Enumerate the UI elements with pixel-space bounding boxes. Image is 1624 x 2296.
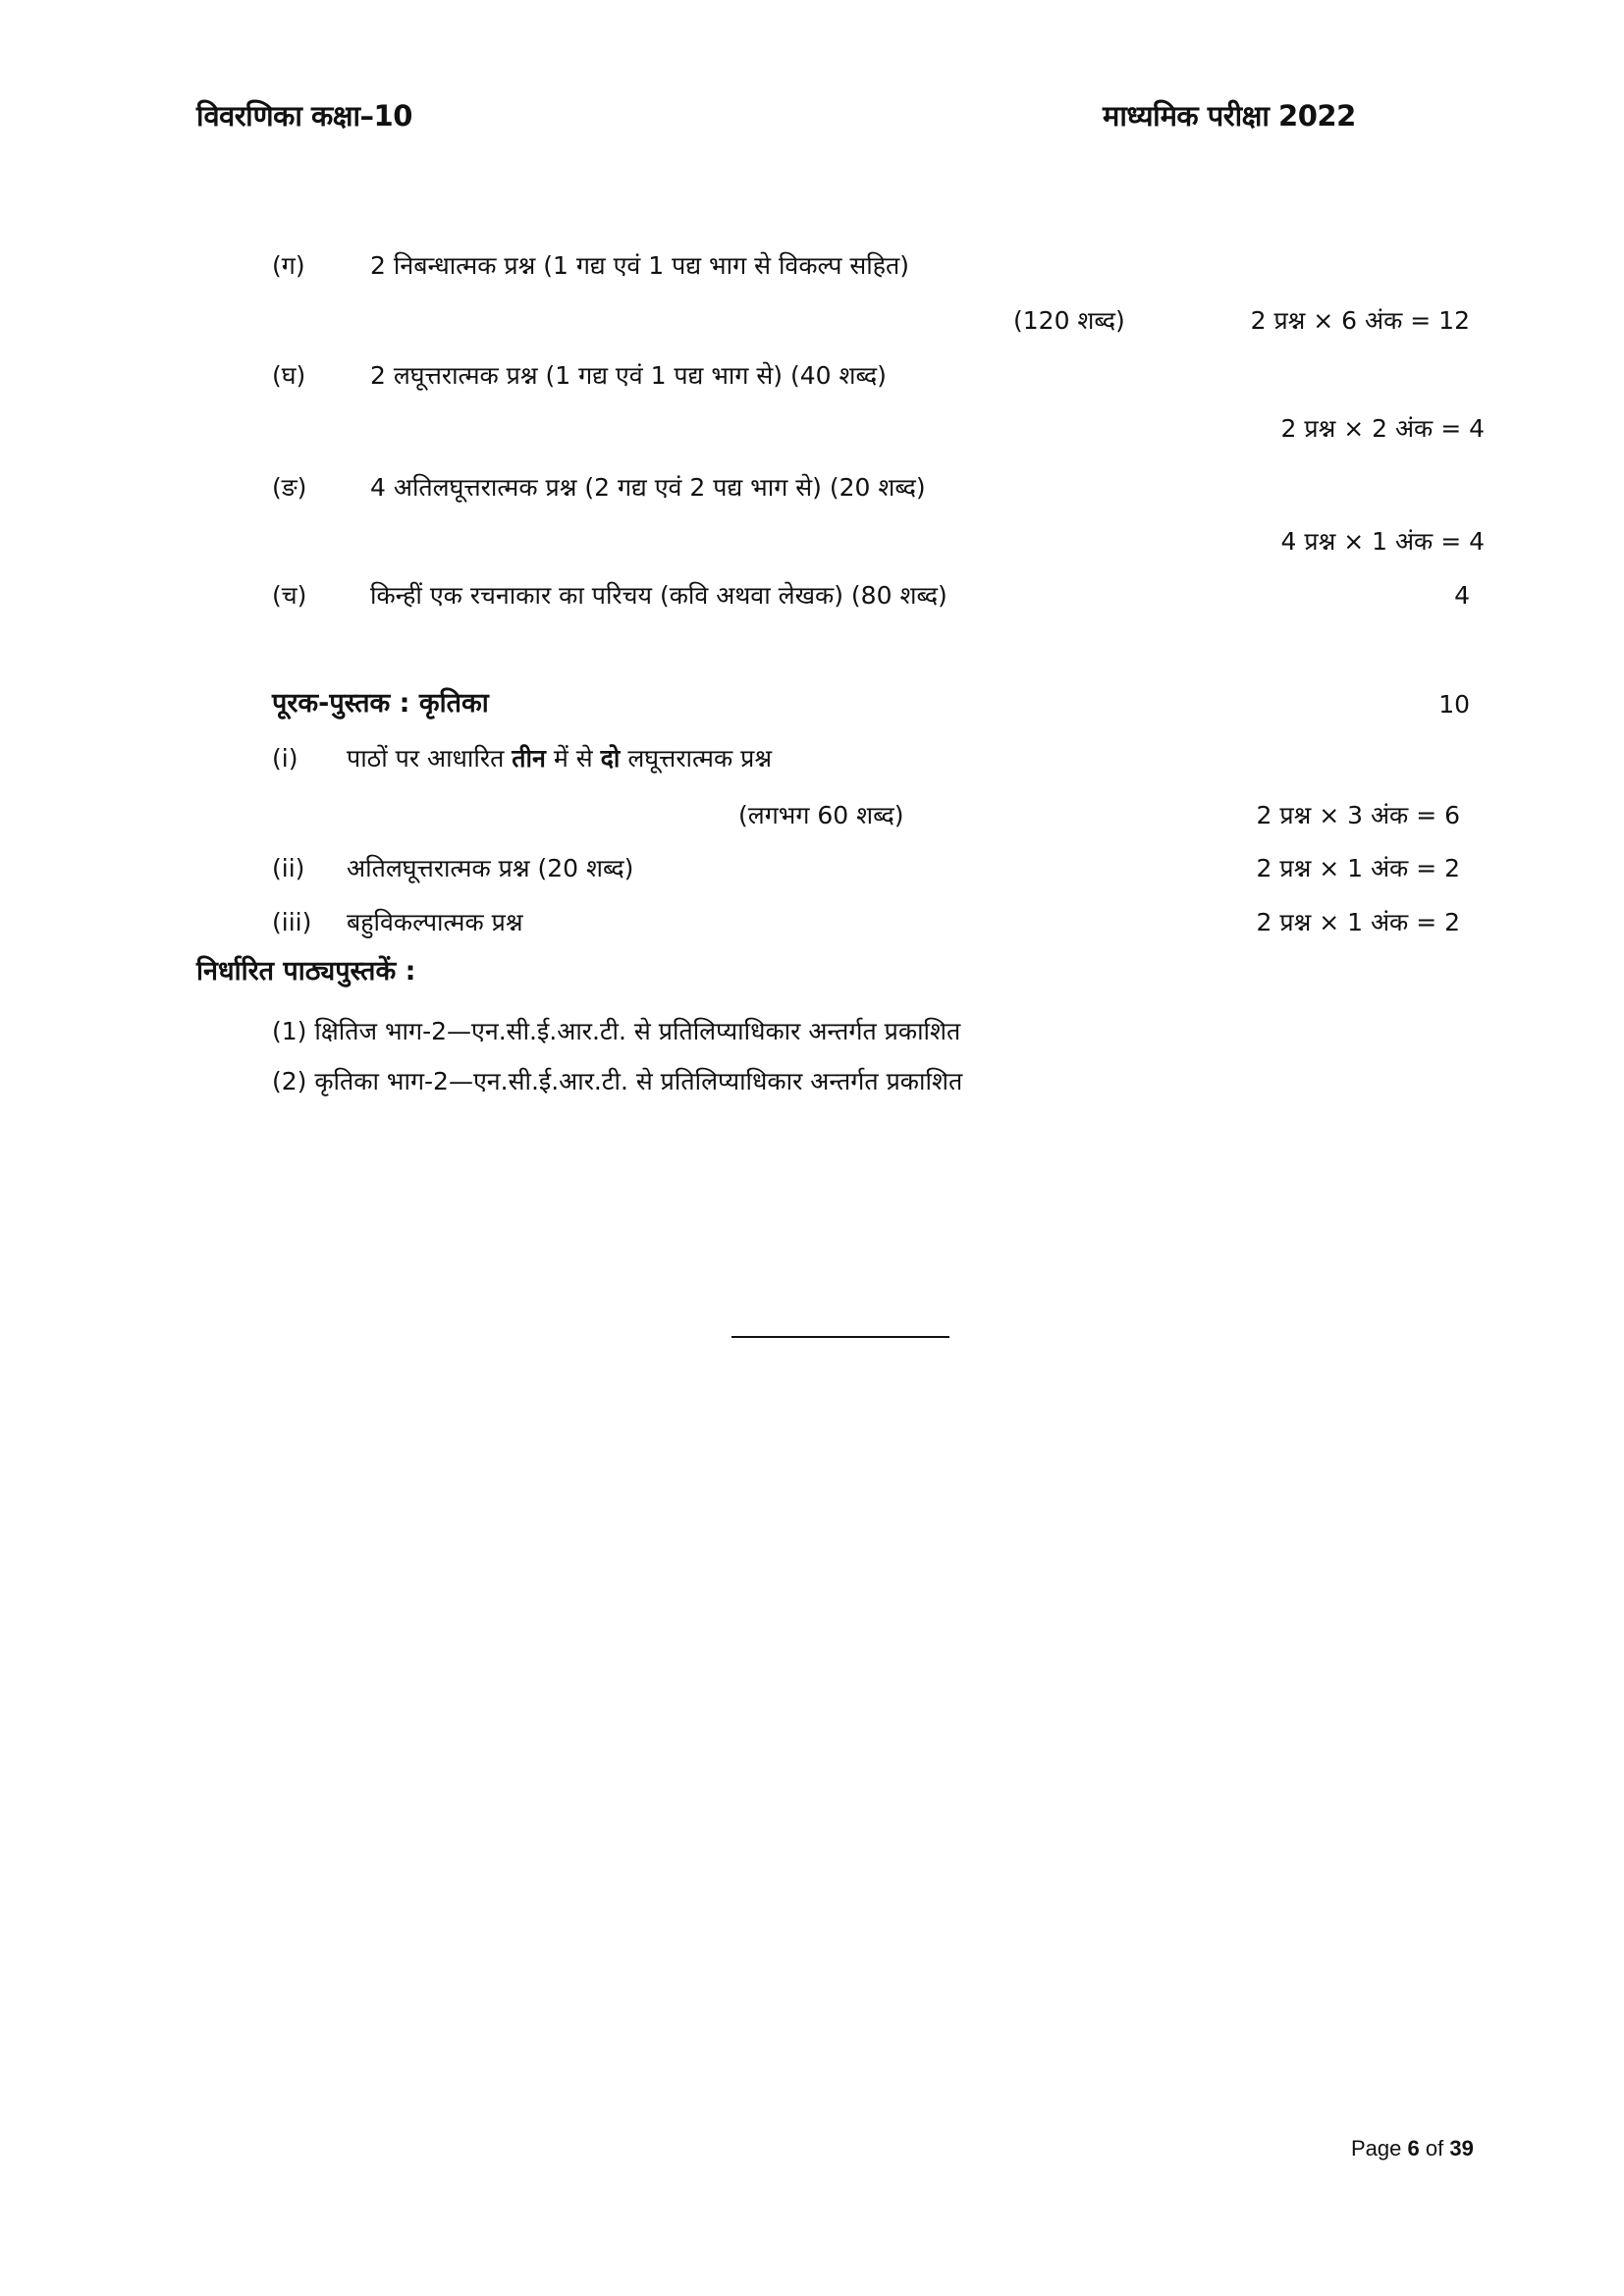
item-label-ga: (ग) bbox=[272, 251, 305, 280]
textbooks-title: निर्धारित पाठ्यपुस्तकें : bbox=[196, 956, 416, 987]
supplementary-total: 10 bbox=[1438, 690, 1470, 719]
item-label-cha: (च) bbox=[272, 581, 307, 610]
supp-marks-i: 2 प्रश्न × 3 अंक = 6 bbox=[1256, 801, 1460, 829]
supp-text-i bbox=[347, 746, 772, 771]
item-text-gha: 2 लघूत्तरात्मक प्रश्न (1 गद्य एवं 1 पद्य भाग से) (40 शब्द) bbox=[370, 361, 887, 390]
supp-text-i-bold-two: दो bbox=[600, 744, 621, 773]
page-prefix: Page bbox=[1351, 2136, 1408, 2161]
item-text-nga: 4 अतिलघूत्तरात्मक प्रश्न (2 गद्य एवं 2 पद्य भाग से) (20 शब्द) bbox=[370, 473, 926, 502]
supp-marks-iii: 2 प्रश्न × 1 अंक = 2 bbox=[1256, 908, 1460, 936]
supp-detail-i: (लगभग 60 शब्द) bbox=[738, 801, 904, 829]
supp-label-ii: (ii) bbox=[272, 854, 305, 882]
page-of: of bbox=[1419, 2136, 1450, 2161]
supp-text-ii: अतिलघूत्तरात्मक प्रश्न (20 शब्द) bbox=[347, 854, 634, 882]
textbook-item-2: (2) कृतिका भाग-2—एन.सी.ई.आर.टी. से प्रतिलिप्याधिकार अन्तर्गत प्रकाशित bbox=[272, 1067, 963, 1095]
supplementary-title: पूरक-पुस्तक : कृतिका bbox=[272, 688, 489, 719]
item-marks-cha: 4 bbox=[1454, 581, 1470, 610]
page-total: 39 bbox=[1449, 2136, 1474, 2161]
textbook-item-1: (1) क्षितिज भाग-2—एन.सी.ई.आर.टी. से प्रतिलिप्याधिकार अन्तर्गत प्रकाशित bbox=[272, 1017, 961, 1045]
supp-marks-ii: 2 प्रश्न × 1 अंक = 2 bbox=[1256, 854, 1460, 882]
item-marks-nga: 4 प्रश्न × 1 अंक = 4 bbox=[1280, 527, 1485, 556]
item-marks-ga: 2 प्रश्न × 6 अंक = 12 bbox=[1250, 306, 1470, 335]
item-detail-ga: (120 शब्द) bbox=[1013, 306, 1125, 335]
item-text-cha: किन्हीं एक रचनाकार का परिचय (कवि अथवा लेखक) (80 शब्द) bbox=[370, 581, 947, 610]
supp-label-iii: (iii) bbox=[272, 908, 312, 936]
item-text-ga: 2 निबन्धात्मक प्रश्न (1 गद्य एवं 1 पद्य भाग से विकल्प सहित) bbox=[370, 251, 910, 280]
supp-label-i: (i) bbox=[272, 744, 298, 773]
item-label-nga: (ङ) bbox=[272, 473, 307, 502]
page-current: 6 bbox=[1407, 2136, 1420, 2161]
header-left-title: विवरणिका कक्षा–10 bbox=[196, 99, 412, 133]
supp-text-iii: बहुविकल्पात्मक प्रश्न bbox=[347, 908, 523, 936]
item-marks-gha: 2 प्रश्न × 2 अंक = 4 bbox=[1280, 414, 1485, 443]
end-divider bbox=[731, 1336, 949, 1338]
item-label-gha: (घ) bbox=[272, 361, 306, 390]
supp-text-i-bold-three: तीन bbox=[512, 744, 546, 773]
supp-text-i-pre: पाठों पर आधारित bbox=[347, 744, 513, 773]
header-right-title: माध्यमिक परीक्षा 2022 bbox=[1103, 99, 1356, 133]
supp-text-i-mid: में से bbox=[545, 744, 601, 773]
page-number bbox=[1351, 2138, 1474, 2160]
supp-text-i-post: लघूत्तरात्मक प्रश्न bbox=[620, 744, 773, 773]
